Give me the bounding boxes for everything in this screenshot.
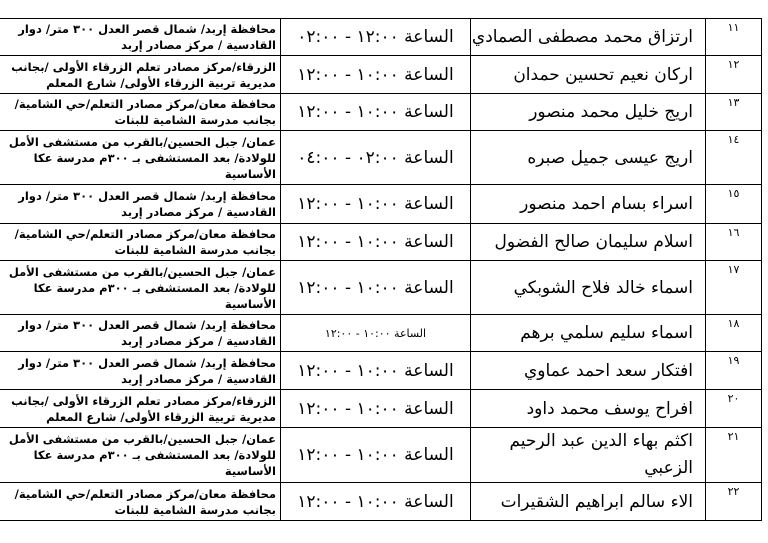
schedule-table bbox=[0, 18, 762, 521]
table-row bbox=[0, 56, 762, 94]
row-number: ١٧ bbox=[706, 261, 762, 315]
time-slot: الساعة ١٠:٠٠ - ١٢:٠٠ bbox=[281, 261, 471, 315]
time-slot: الساعة ١٠:٠٠ - ١٢:٠٠ bbox=[281, 315, 471, 352]
location: محافظة معان/مركز مصادر التعلم/حي الشامية/ بجانب مدرسة الشامية للبنات bbox=[0, 94, 281, 131]
location: محافظة إربد/ شمال قصر العدل ٣٠٠ متر/ دوار القادسية / مركز مصادر إربد bbox=[0, 352, 281, 390]
table-row bbox=[0, 483, 762, 521]
person-name: اريج خليل محمد منصور bbox=[471, 94, 706, 131]
location: محافظة معان/مركز مصادر التعلم/حي الشامية/ بجانب مدرسة الشامية للبنات bbox=[0, 224, 281, 261]
location: عمان/ جبل الحسين/بالقرب من مستشفى الأمل للولادة/ بعد المستشفى بـ ٣٠٠م مدرسة عكا الأساسية bbox=[0, 428, 281, 483]
time-slot: الساعة ١٠:٠٠ - ١٢:٠٠ bbox=[281, 352, 471, 390]
person-name: الاء سالم ابراهيم الشقيرات bbox=[471, 483, 706, 521]
time-slot: الساعة ١٠:٠٠ - ١٢:٠٠ bbox=[281, 483, 471, 521]
person-name: افراح يوسف محمد داود bbox=[471, 390, 706, 428]
row-number: ١٩ bbox=[706, 352, 762, 390]
location: عمان/ جبل الحسين/بالقرب من مستشفى الأمل للولادة/ بعد المستشفى بـ ٣٠٠م مدرسة عكا الأساسية bbox=[0, 131, 281, 185]
table-row bbox=[0, 131, 762, 185]
location: عمان/ جبل الحسين/بالقرب من مستشفى الأمل للولادة/ بعد المستشفى بـ ٣٠٠م مدرسة عكا الأساسية bbox=[0, 261, 281, 315]
person-name: اسلام سليمان صالح الفضول bbox=[471, 224, 706, 261]
row-number: ١١ bbox=[706, 19, 762, 56]
table-row bbox=[0, 315, 762, 352]
row-number: ١٦ bbox=[706, 224, 762, 261]
table-row bbox=[0, 428, 762, 483]
row-number: ٢٢ bbox=[706, 483, 762, 521]
table-row bbox=[0, 352, 762, 390]
location: محافظة معان/مركز مصادر التعلم/حي الشامية/ بجانب مدرسة الشامية للبنات bbox=[0, 483, 281, 521]
person-name: اسماء خالد فلاح الشوبكي bbox=[471, 261, 706, 315]
person-name: اركان نعيم تحسين حمدان bbox=[471, 56, 706, 94]
table-row bbox=[0, 185, 762, 224]
table-row bbox=[0, 261, 762, 315]
row-number: ١٣ bbox=[706, 94, 762, 131]
row-number: ١٤ bbox=[706, 131, 762, 185]
location: محافظة إربد/ شمال قصر العدل ٣٠٠ متر/ دوار القادسية / مركز مصادر إربد bbox=[0, 19, 281, 56]
row-number: ١٨ bbox=[706, 315, 762, 352]
table-row bbox=[0, 224, 762, 261]
time-slot: الساعة ١٠:٠٠ - ١٢:٠٠ bbox=[281, 390, 471, 428]
time-slot: الساعة ١٠:٠٠ - ١٢:٠٠ bbox=[281, 56, 471, 94]
location: الزرقاء/مركز مصادر تعلم الزرقاء الأولى /بجانب مديرية تربية الزرقاء الأولى/ شارع المعلم bbox=[0, 390, 281, 428]
time-slot: الساعة ١٠:٠٠ - ١٢:٠٠ bbox=[281, 428, 471, 483]
location: محافظة إربد/ شمال قصر العدل ٣٠٠ متر/ دوار القادسية / مركز مصادر إربد bbox=[0, 315, 281, 352]
person-name: اكثم بهاء الدين عبد الرحيم الزعبي bbox=[471, 428, 706, 483]
person-name: اسماء سليم سلمي برهم bbox=[471, 315, 706, 352]
table-row bbox=[0, 390, 762, 428]
row-number: ٢١ bbox=[706, 428, 762, 483]
location: الزرقاء/مركز مصادر تعلم الزرقاء الأولى /بجانب مديرية تربية الزرقاء الأولى/ شارع المعلم bbox=[0, 56, 281, 94]
table-row bbox=[0, 94, 762, 131]
schedule-document bbox=[8, 18, 762, 521]
time-slot: الساعة ١٠:٠٠ - ١٢:٠٠ bbox=[281, 94, 471, 131]
time-slot: الساعة ١٢:٠٠ - ٠٢:٠٠ bbox=[281, 19, 471, 56]
person-name: ارتزاق محمد مصطفى الصمادي bbox=[471, 19, 706, 56]
time-slot: الساعة ١٠:٠٠ - ١٢:٠٠ bbox=[281, 185, 471, 224]
row-number: ١٢ bbox=[706, 56, 762, 94]
time-slot: الساعة ١٠:٠٠ - ١٢:٠٠ bbox=[281, 224, 471, 261]
table-row bbox=[0, 19, 762, 56]
person-name: اريج عيسى جميل صبره bbox=[471, 131, 706, 185]
location: محافظة إربد/ شمال قصر العدل ٣٠٠ متر/ دوار القادسية / مركز مصادر إربد bbox=[0, 185, 281, 224]
person-name: اسراء بسام احمد منصور bbox=[471, 185, 706, 224]
row-number: ١٥ bbox=[706, 185, 762, 224]
person-name: افتكار سعد احمد عماوي bbox=[471, 352, 706, 390]
row-number: ٢٠ bbox=[706, 390, 762, 428]
time-slot: الساعة ٠٢:٠٠ - ٠٤:٠٠ bbox=[281, 131, 471, 185]
